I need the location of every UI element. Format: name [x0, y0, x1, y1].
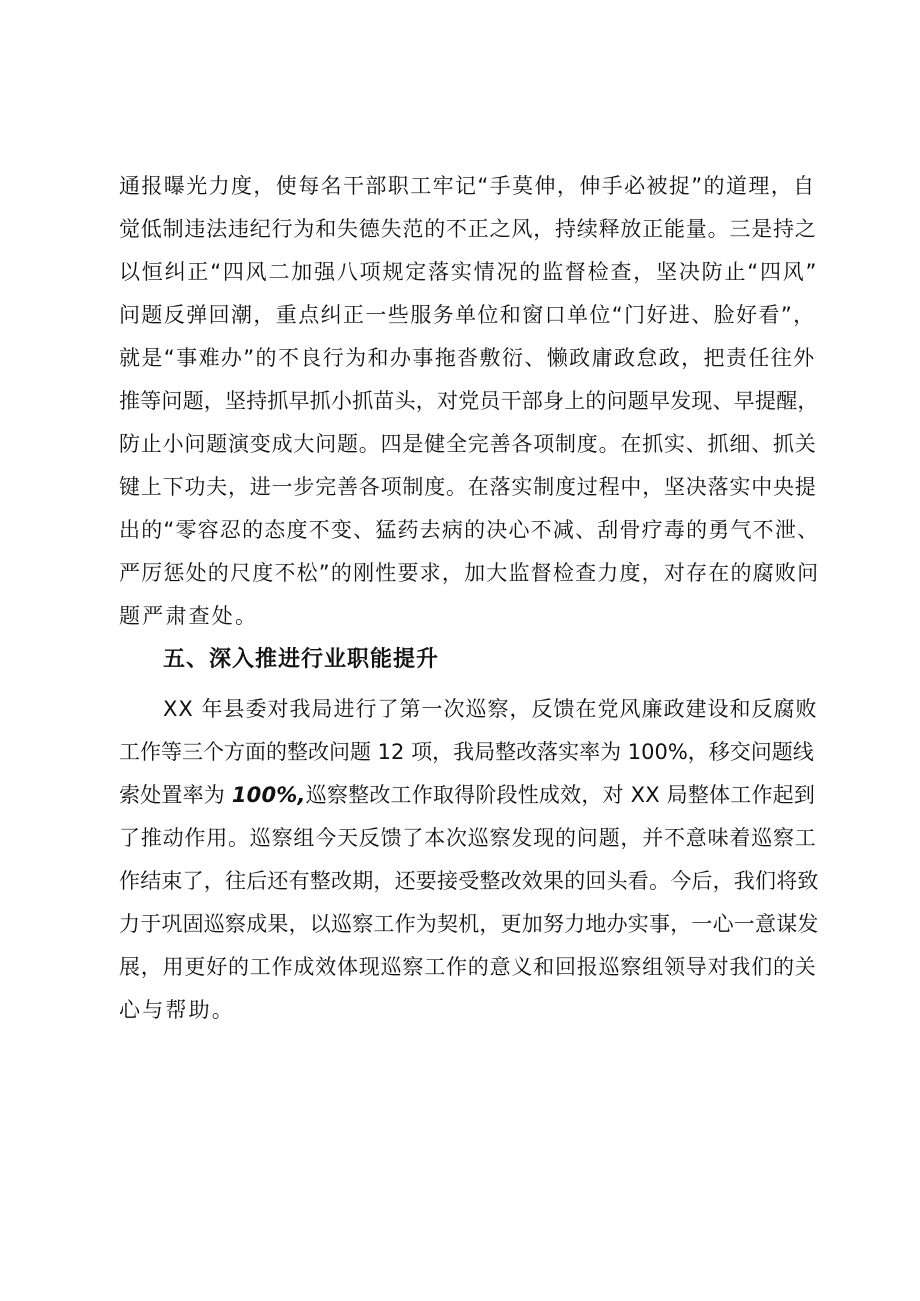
paragraph-line: 了推动作用。巡察组今天反馈了本次巡察发现的问题，并不意味着巡察工 — [119, 826, 817, 850]
paragraph-line: 键上下功夫，进一步完善各项制度。在落实制度过程中，坚决落实中央提 — [119, 475, 817, 499]
paragraph-line — [119, 781, 815, 809]
paragraph-line: 展，用更好的工作成效体现巡察工作的意义和回报巡察组领导对我们的关 — [119, 955, 817, 979]
paragraph-line: 工作等三个方面的整改问题 12 项，我局整改落实率为 100%，移交问题线 — [119, 740, 814, 764]
paragraph-line: 题严肃查处。 — [119, 604, 259, 628]
paragraph-line: 防止小问题演变成大问题。四是健全完善各项制度。在抓实、抓细、抓关 — [119, 432, 817, 456]
paragraph-line: 觉低制违法违纪行为和失德失范的不正之风，持续释放正能量。三是持之 — [119, 217, 817, 241]
paragraph-line: 力于巩固巡察成果，以巡察工作为契机，更加努力地办实事，一心一意谋发 — [119, 912, 819, 936]
paragraph-line: 心与帮助。 — [119, 998, 235, 1022]
text-run: 巡察整改工作取得阶段性成效，对 XX 局整体工作起到 — [305, 783, 816, 807]
paragraph-line: 出的“零容忍的态度不变、猛药去病的决心不减、刮骨疗毒的勇气不泄、 — [119, 518, 820, 542]
paragraph-line: 严厉惩处的尺度不松”的刚性要求，加大监督检查力度，对存在的腐败问 — [119, 561, 820, 585]
emphasized-text: 100%, — [231, 783, 306, 807]
paragraph-line: 就是“事难办”的不良行为和办事拖沓敷衍、懒政庸政怠政，把责任往外 — [119, 346, 816, 370]
section-heading: 五、深入推进行业职能提升 — [163, 647, 440, 672]
paragraph-line: XX 年县委对我局进行了第一次巡察，反馈在党风廉政建设和反腐败 — [163, 697, 818, 721]
text-run: 索处置率为 — [119, 783, 232, 807]
paragraph-line: 通报曝光力度，使每名干部职工牢记“手莫伸，伸手必被捉”的道理，自 — [119, 174, 816, 198]
paragraph-line: 作结束了，往后还有整改期，还要接受整改效果的回头看。今后，我们将致 — [119, 869, 819, 893]
paragraph-line: 问题反弹回潮，重点纠正一些服务单位和窗口单位“门好进、脸好看”， — [119, 303, 816, 327]
paragraph-line: 以恒纠正“四风二加强八项规定落实情况的监督检查，坚决防止“四风” — [119, 260, 819, 284]
paragraph-line: 推等问题，坚持抓早抓小抓苗头，对党员干部身上的问题早发现、早提醒， — [119, 389, 819, 413]
